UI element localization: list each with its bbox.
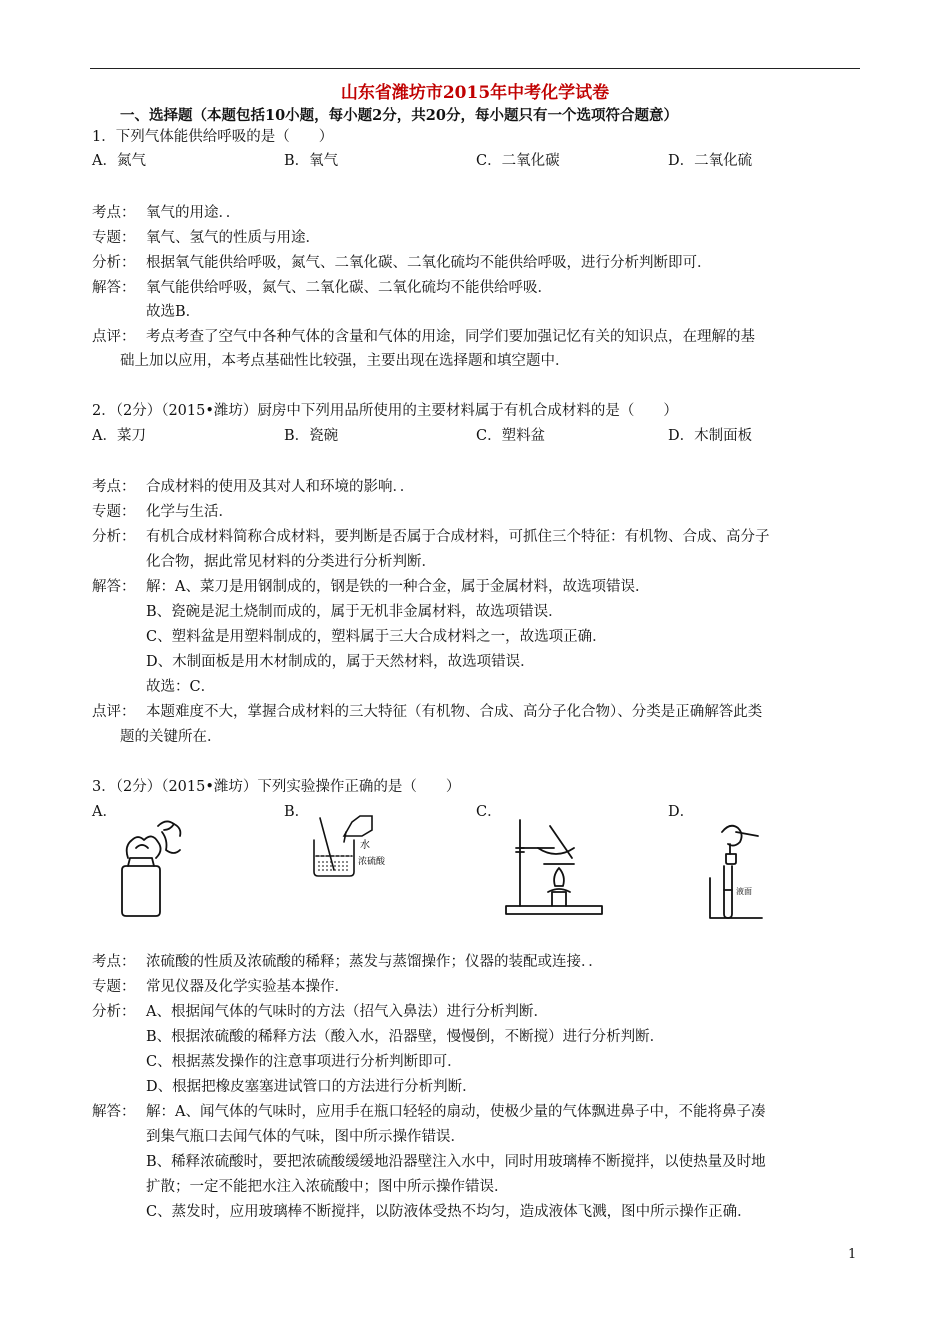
q2-option-b: B．瓷碗 <box>284 428 339 444</box>
q1-zhuanti-label: 专题： <box>92 230 136 246</box>
figure-b-diluting-acid <box>300 812 410 880</box>
q3-option-b: B． <box>284 804 310 820</box>
q2-dianping-line: 题的关键所在． <box>120 729 222 745</box>
q1-jieda-label: 解答： <box>92 280 136 296</box>
q3-fenxi-line: A、根据闻气体的气味时的方法（招气入鼻法）进行分析判断． <box>146 1004 548 1020</box>
q1-zhuanti: 氧气、氢气的性质与用途． <box>146 230 320 246</box>
q2-jieda-line: 故选：C． <box>146 679 216 695</box>
q1-option-d: D．二氧化硫 <box>668 153 753 169</box>
q1-stem: 1．下列气体能供给呼吸的是（ ） <box>92 129 334 145</box>
figure-a-smelling-gas <box>108 812 198 920</box>
q1-option-c: C．二氧化碳 <box>476 153 560 169</box>
header-rule <box>90 68 860 69</box>
q2-jieda-line: B、瓷碗是泥土烧制而成的，属于无机非金属材料，故选项错误． <box>146 604 563 620</box>
q1-jieda-line: 故选B． <box>146 304 201 320</box>
q1-dianping-label: 点评： <box>92 329 136 345</box>
q3-fenxi-line: D、根据把橡皮塞塞进试管口的方法进行分析判断． <box>146 1079 477 1095</box>
q2-option-d: D．木制面板 <box>668 428 753 444</box>
q1-dianping-line: 考点考查了空气中各种气体的含量和气体的用途，同学们要加强记忆有关的知识点，在理解的基 <box>146 329 755 345</box>
q3-option-d: D． <box>668 804 695 820</box>
q2-stem: 2．（2分）（2015•潍坊）厨房中下列用品所使用的主要材料属于有机合成材料的是（ ） <box>92 403 678 419</box>
q1-kaodian: 氧气的用途．． <box>146 205 241 221</box>
q3-fenxi-label: 分析： <box>92 1004 136 1020</box>
q3-zhuanti-label: 专题： <box>92 979 136 995</box>
figure-d-label-liquid-level: 液面 <box>736 887 752 896</box>
q2-jieda-line: 解：A、菜刀是用钢制成的，钢是铁的一种合金，属于金属材料，故选项错误． <box>146 579 650 595</box>
q2-zhuanti: 化学与生活． <box>146 504 233 520</box>
q3-stem: 3．（2分）（2015•潍坊）下列实验操作正确的是（ ） <box>92 779 461 795</box>
q3-option-c: C． <box>476 804 502 820</box>
q2-fenxi-line: 有机合成材料简称合成材料，要判断是否属于合成材料，可抓住三个特征：有机物、合成、高分子 <box>146 529 770 545</box>
figure-b-label-water: 水 <box>360 840 370 851</box>
q3-jieda-line: 扩散；一定不能把水注入浓硫酸中；图中所示操作错误． <box>146 1179 509 1195</box>
q3-jieda-label: 解答： <box>92 1104 136 1120</box>
q1-fenxi-label: 分析： <box>92 255 136 271</box>
q2-dianping-line: 本题难度不大，掌握合成材料的三大特征（有机物、合成、高分子化合物）、分类是正确解答此类 <box>146 704 763 720</box>
q2-jieda-label: 解答： <box>92 579 136 595</box>
q2-zhuanti-label: 专题： <box>92 504 136 520</box>
q3-jieda-line: B、稀释浓硫酸时，要把浓硫酸缓缓地沿器壁注入水中，同时用玻璃棒不断搅拌，以使热量及时地 <box>146 1154 766 1170</box>
q3-option-a: A． <box>92 804 117 820</box>
q2-jieda-line: D、木制面板是用木材制成的，属于天然材料，故选项错误． <box>146 654 535 670</box>
q2-kaodian: 合成材料的使用及其对人和环境的影响．． <box>146 479 415 495</box>
q3-kaodian-label: 考点： <box>92 954 136 970</box>
q3-kaodian: 浓硫酸的性质及浓硫酸的稀释；蒸发与蒸馏操作；仪器的装配或连接．． <box>146 954 603 970</box>
q3-jieda-line: C、蒸发时，应用玻璃棒不断搅拌，以防液体受热不均匀，造成液体飞溅，图中所示操作正确． <box>146 1204 752 1220</box>
q1-kaodian-label: 考点： <box>92 205 136 221</box>
q1-dianping-line: 础上加以应用，本考点基础性比较强，主要出现在选择题和填空题中． <box>120 353 570 369</box>
q2-dianping-label: 点评： <box>92 704 136 720</box>
q2-fenxi-label: 分析： <box>92 529 136 545</box>
q2-fenxi-line: 化合物，据此常见材料的分类进行分析判断． <box>146 554 436 570</box>
page-number: 1 <box>848 1247 857 1262</box>
q2-option-c: C．塑料盆 <box>476 428 546 444</box>
q3-jieda-line: 到集气瓶口去闻气体的气味，图中所示操作错误． <box>146 1129 465 1145</box>
figure-d-stopper-insertion <box>700 822 770 922</box>
q2-jieda-line: C、塑料盆是用塑料制成的，塑料属于三大合成材料之一，故选项正确． <box>146 629 607 645</box>
page-title: 山东省潍坊市2015年中考化学试卷 <box>340 83 610 103</box>
figure-c-evaporation <box>500 812 610 918</box>
q1-fenxi: 根据氧气能供给呼吸，氮气、二氧化碳、二氧化硫均不能供给呼吸，进行分析判断即可． <box>146 255 712 271</box>
q1-option-a: A．氮气 <box>92 153 146 169</box>
q3-jieda-line: 解：A、闻气体的气味时，应用手在瓶口轻轻的扇动，使极少量的气体飘进鼻子中，不能将鼻子凑 <box>146 1104 766 1120</box>
q3-zhuanti: 常见仪器及化学实验基本操作． <box>146 979 349 995</box>
q1-option-b: B．氧气 <box>284 153 339 169</box>
figure-b-label-acid: 浓硫酸 <box>358 857 386 867</box>
q3-fenxi-line: C、根据蒸发操作的注意事项进行分析判断即可． <box>146 1054 462 1070</box>
q2-kaodian-label: 考点： <box>92 479 136 495</box>
q2-option-a: A．菜刀 <box>92 428 146 444</box>
q1-jieda-line: 氧气能供给呼吸，氮气、二氧化碳、二氧化硫均不能供给呼吸． <box>146 280 552 296</box>
section-heading: 一、选择题（本题包括10小题，每小题2分，共20分，每小题只有一个选项符合题意） <box>120 107 678 124</box>
q3-fenxi-line: B、根据浓硫酸的稀释方法（酸入水，沿器壁，慢慢倒，不断搅）进行分析判断． <box>146 1029 665 1045</box>
